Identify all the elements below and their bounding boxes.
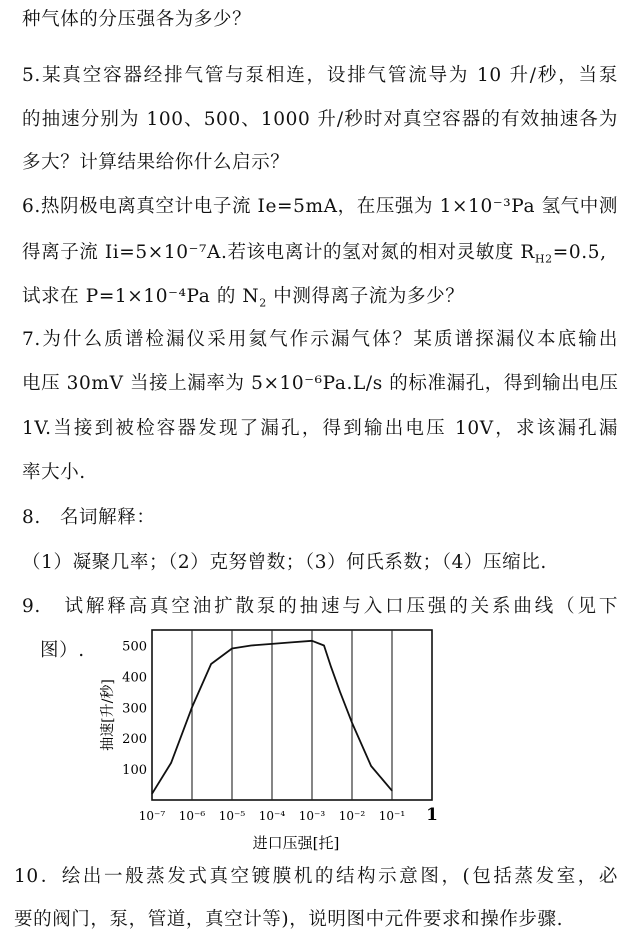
text-line-3: 的抽速分别为 100、500、1000 升/秒时对真空容器的有效抽速各为	[22, 109, 618, 130]
x-tick-label-1: 10⁻⁶	[178, 809, 206, 823]
curve-point-10	[330, 666, 331, 667]
text-line-6-main: 得离子流 Ii=5×10⁻⁷A.若该电离计的氢对氮的相对灵敏度 R	[22, 242, 535, 263]
curve-point-6	[271, 643, 272, 644]
text-line-15: 图）.	[40, 640, 85, 661]
curve-point-4	[231, 648, 232, 649]
text-line-13: （1）凝聚几率；（2）克努曾数；（3）何氏系数；（4）压缩比.	[22, 552, 547, 573]
text-line-6	[22, 240, 618, 273]
y-tick-label-1: 200	[122, 732, 147, 748]
q10-line-2: 要的阀门，泵，管道，真空计等)，说明图中元件要求和操作步骤.	[14, 909, 564, 930]
curve-point-5	[250, 645, 251, 646]
text-line-10: 1V.当接到被检容器发现了漏孔，得到输出电压 10V，求该漏孔漏	[22, 418, 618, 439]
text-line-7-tail: 中测得离子流为多少？	[266, 286, 465, 307]
x-axis-label: 进口压强[托]	[252, 834, 340, 852]
plot-frame	[152, 630, 432, 800]
text-line-7	[22, 284, 618, 317]
curve-point-8	[311, 640, 312, 641]
y-tick-label-0: 100	[122, 763, 147, 779]
x-tick-label-2: 10⁻⁵	[218, 809, 246, 823]
text-line-9: 电压 30mV 当接上漏率为 5×10⁻⁶Pa.L/s 的标准漏孔，得到输出电压	[22, 373, 619, 394]
curve-point-9	[323, 645, 324, 646]
curve-point-14	[391, 790, 392, 791]
text-line-7-main: 试求在 P=1×10⁻⁴Pa 的 N	[22, 286, 260, 307]
x-tick-label-6: 10⁻¹	[378, 809, 406, 823]
curve-point-2	[191, 707, 192, 708]
subscript-h2: H2	[534, 252, 553, 266]
text-line-1: 种气体的分压强各为多少？	[22, 9, 252, 30]
y-tick-label-2: 300	[122, 701, 147, 717]
text-line-12: 8. 名词解释：	[22, 507, 156, 528]
curve-point-13	[370, 765, 371, 766]
q10-line-1: 10．绘出一般蒸发式真空镀膜机的结构示意图，(包括蒸发室，必	[14, 866, 618, 887]
curve-point-0	[151, 793, 152, 794]
text-line-5: 6.热阴极电离真空计电子流 Ie=5mA，在压强为 1×10⁻³Pa 氢气中测	[22, 196, 618, 217]
text-line-8: 7.为什么质谱检漏仪采用氦气作示漏气体？某质谱探漏仪本底输出	[22, 329, 618, 350]
curve-point-11	[339, 691, 340, 692]
y-tick-label-3: 400	[122, 670, 147, 686]
text-line-14: 9. 试解释高真空油扩散泵的抽速与入口压强的关系曲线（见下	[22, 596, 618, 617]
x-tick-label-0: 10⁻⁷	[138, 809, 166, 823]
x-tick-label-3: 10⁻⁴	[258, 809, 286, 823]
text-line-6-tail: =0.5,	[552, 242, 607, 263]
speed-curve	[152, 641, 392, 794]
x-tick-label-7: 1	[426, 805, 438, 825]
text-line-2: 5.某真空容器经排气管与泵相连，设排气管流导为 10 升/秒，当泵	[22, 65, 618, 86]
text-line-4: 多大？计算结果给你什么启示？	[22, 152, 290, 173]
subscript-n2: 2	[259, 296, 267, 310]
y-axis-label: 抽速[升/秒]	[100, 679, 116, 751]
y-tick-label-4: 500	[122, 639, 147, 655]
curve-point-3	[210, 663, 211, 664]
curve-point-7	[290, 642, 291, 643]
x-tick-label-5: 10⁻²	[338, 809, 366, 823]
curve-point-12	[351, 722, 352, 723]
x-tick-label-4: 10⁻³	[298, 809, 326, 823]
text-line-11: 率大小.	[22, 462, 86, 483]
curve-point-1	[170, 762, 171, 763]
